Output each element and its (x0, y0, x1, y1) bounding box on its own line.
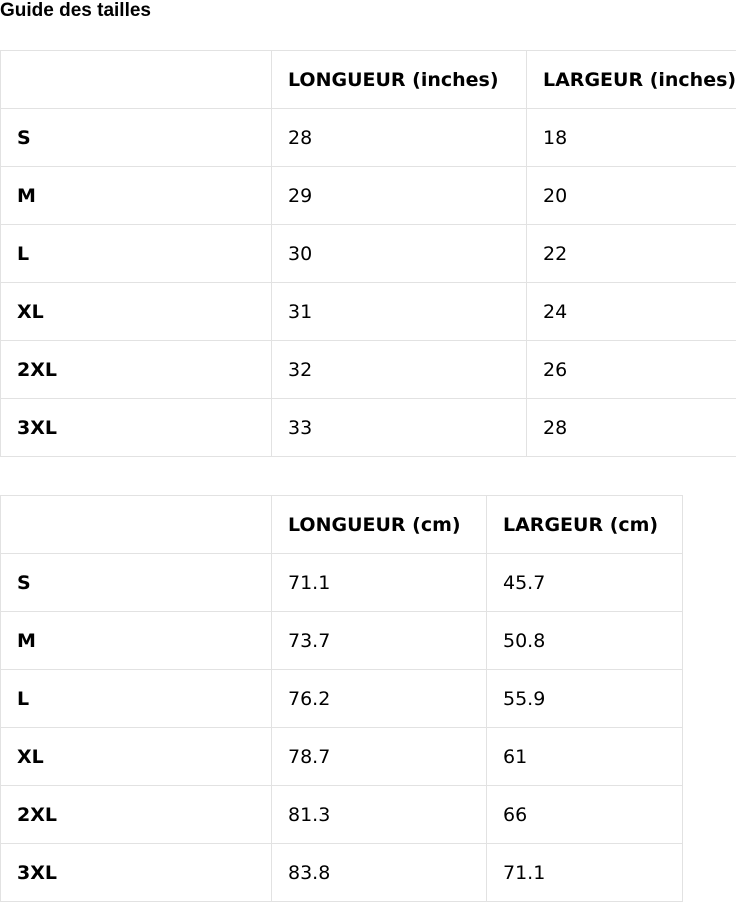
width-cell: 50.8 (487, 612, 683, 670)
length-cell: 73.7 (272, 612, 487, 670)
size-cell: 2XL (1, 341, 272, 399)
size-cell: L (1, 225, 272, 283)
width-cell: 26 (527, 341, 736, 399)
size-cell: 2XL (1, 786, 272, 844)
table-row (1, 399, 736, 457)
table-row (1, 786, 683, 844)
length-cell: 29 (272, 167, 527, 225)
page-title: Guide des tailles (0, 0, 151, 21)
size-cell: M (1, 167, 272, 225)
table-row (1, 728, 683, 786)
table-header-row (1, 51, 736, 109)
length-cell: 78.7 (272, 728, 487, 786)
length-cell: 31 (272, 283, 527, 341)
header-width: LARGEUR (inches) (527, 51, 736, 109)
size-cell: 3XL (1, 399, 272, 457)
width-cell: 18 (527, 109, 736, 167)
width-cell: 55.9 (487, 670, 683, 728)
table-row (1, 341, 736, 399)
length-cell: 32 (272, 341, 527, 399)
table-row (1, 844, 683, 902)
size-cell: L (1, 670, 272, 728)
size-cell: M (1, 612, 272, 670)
table-row (1, 225, 736, 283)
length-cell: 33 (272, 399, 527, 457)
length-cell: 76.2 (272, 670, 487, 728)
table-header-row (1, 496, 683, 554)
table-row (1, 670, 683, 728)
table-row (1, 554, 683, 612)
width-cell: 24 (527, 283, 736, 341)
size-cell: XL (1, 728, 272, 786)
header-length: LONGUEUR (inches) (272, 51, 527, 109)
header-size (1, 496, 272, 554)
width-cell: 61 (487, 728, 683, 786)
size-cell: S (1, 109, 272, 167)
table-row (1, 109, 736, 167)
header-length: LONGUEUR (cm) (272, 496, 487, 554)
table-row (1, 612, 683, 670)
width-cell: 20 (527, 167, 736, 225)
width-cell: 71.1 (487, 844, 683, 902)
length-cell: 81.3 (272, 786, 487, 844)
length-cell: 28 (272, 109, 527, 167)
length-cell: 30 (272, 225, 527, 283)
width-cell: 66 (487, 786, 683, 844)
size-cell: S (1, 554, 272, 612)
length-cell: 83.8 (272, 844, 487, 902)
header-size (1, 51, 272, 109)
width-cell: 22 (527, 225, 736, 283)
table-row (1, 283, 736, 341)
header-width: LARGEUR (cm) (487, 496, 683, 554)
size-table-inches (0, 50, 736, 457)
table-row (1, 167, 736, 225)
size-cell: 3XL (1, 844, 272, 902)
width-cell: 45.7 (487, 554, 683, 612)
size-cell: XL (1, 283, 272, 341)
length-cell: 71.1 (272, 554, 487, 612)
size-table-cm (0, 495, 683, 902)
width-cell: 28 (527, 399, 736, 457)
